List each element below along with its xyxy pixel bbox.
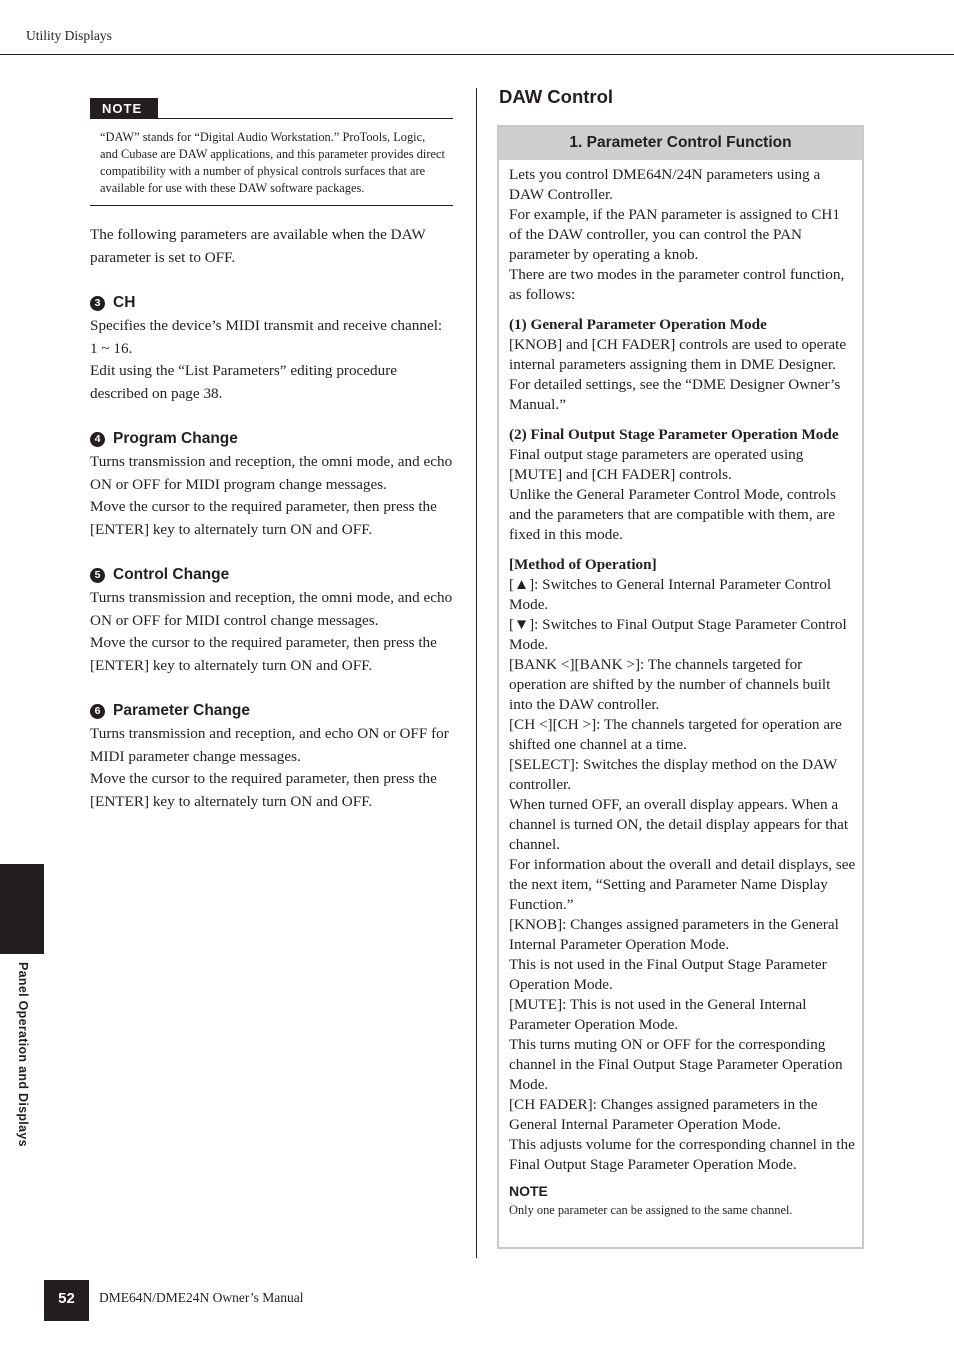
section-title: DAW Control: [499, 86, 614, 107]
param-line: Specifies the device’s MIDI transmit and receive channel: 1 ~ 16.: [90, 317, 443, 357]
body-line: This adjusts volume for the corresponding channel in the Final Output Stage Parameter Operation Mode.: [509, 1136, 855, 1173]
body-line: [MUTE]: This is not used in the General Internal Parameter Operation Mode.: [509, 996, 807, 1033]
body-line: There are two modes in the parameter control function, as follows:: [509, 266, 845, 303]
box-note-text: Only one parameter can be assigned to the same channel.: [509, 1203, 793, 1217]
body-line: For example, if the PAN parameter is assigned to CH1 of the DAW controller, you can control the PAN parameter by operating a knob.: [509, 206, 840, 263]
body-line: [CH <][CH >]: The channels targeted for operation are shifted one channel at a time.: [509, 716, 842, 753]
param-body: [90, 315, 453, 405]
mode-title: (2) Final Output Stage Parameter Operation Mode: [509, 426, 839, 443]
param-body: [90, 451, 453, 541]
body-line: [BANK <][BANK >]: The channels targeted for operation are shifted by the number of channels built into the DAW controller.: [509, 656, 831, 713]
param-line: Move the cursor to the required parameter, then press the [ENTER] key to alternately turn ON and OFF.: [90, 770, 437, 810]
intro-paragraph: The following parameters are available when the DAW parameter is set to OFF.: [90, 226, 426, 266]
body-line: [KNOB]: Changes assigned parameters in the General Internal Parameter Operation Mode.: [509, 916, 839, 953]
param-heading: [90, 565, 453, 585]
param-line: Turns transmission and reception, the omni mode, and echo ON or OFF for MIDI program change messages.: [90, 453, 453, 493]
number-circle-icon: 5: [90, 568, 105, 583]
param-parameter-change: [90, 701, 453, 813]
param-control-change: [90, 565, 453, 677]
param-title: Parameter Change: [113, 702, 250, 719]
note-text: “DAW” stands for “Digital Audio Workstation.” ProTools, Logic, and Cubase are DAW applications, and this parameter provides direct compatibility with a number of physical controls surfaces that are available for use with these DAW software packages.: [100, 130, 445, 195]
body-line: Final output stage parameters are operated using [MUTE] and [CH FADER] controls.: [509, 446, 804, 483]
body-line: For information about the overall and detail displays, see the next item, “Setting and Parameter Name Display Function.”: [509, 856, 856, 913]
note-box: [90, 98, 453, 206]
page-number: 52: [44, 1280, 89, 1321]
body-line: Unlike the General Parameter Control Mode, controls and the parameters that are compatible with them, are fixed in this mode.: [509, 486, 836, 543]
param-title: CH: [113, 294, 136, 311]
param-line: Edit using the “List Parameters” editing procedure described on page 38.: [90, 362, 398, 402]
body-line: [SELECT]: Switches the display method on the DAW controller.: [509, 756, 837, 793]
header-rule: [0, 54, 954, 55]
body-line: [▲]: Switches to General Internal Parameter Control Mode.: [509, 576, 832, 613]
param-body: [90, 723, 453, 813]
param-ch: [90, 293, 453, 405]
param-line: Turns transmission and reception, and echo ON or OFF for MIDI parameter change messages.: [90, 725, 449, 765]
parameter-control-box: [497, 125, 864, 1249]
footer-title: DME64N/DME24N Owner’s Manual: [99, 1290, 304, 1305]
body-line: When turned OFF, an overall display appears. When a channel is turned ON, the detail display appears for that channel.: [509, 796, 849, 853]
param-heading: [90, 701, 453, 721]
body-line: [KNOB] and [CH FADER] controls are used to operate internal parameters assigning them in DME Designer.: [509, 336, 847, 373]
box-title: 1. Parameter Control Function: [499, 127, 862, 160]
mode-title: (1) General Parameter Operation Mode: [509, 316, 767, 333]
box-body: [499, 160, 862, 1219]
param-program-change: [90, 429, 453, 541]
body-line: For detailed settings, see the “DME Designer Owner’s Manual.”: [509, 376, 841, 413]
note-top-rule: [158, 118, 453, 119]
number-circle-icon: 6: [90, 704, 105, 719]
body-line: [▼]: Switches to Final Output Stage Parameter Control Mode.: [509, 616, 847, 653]
body-line: [CH FADER]: Changes assigned parameters in the General Internal Parameter Operation Mode.: [509, 1096, 818, 1133]
param-title: Program Change: [113, 430, 238, 447]
method-title: [Method of Operation]: [509, 556, 657, 573]
param-heading: [90, 293, 453, 313]
param-title: Control Change: [113, 566, 230, 583]
running-header: Utility Displays: [26, 28, 112, 43]
body-line: This turns muting ON or OFF for the corresponding channel in the Final Output Stage Parameter Operation Mode.: [509, 1036, 843, 1093]
box-note-label: NOTE: [509, 1183, 548, 1199]
side-tab: [0, 864, 44, 954]
number-circle-icon: 4: [90, 432, 105, 447]
param-body: [90, 587, 453, 677]
note-bottom-rule: [90, 205, 453, 206]
param-line: Move the cursor to the required parameter, then press the [ENTER] key to alternately turn ON and OFF.: [90, 634, 437, 674]
param-heading: [90, 429, 453, 449]
body-line: Lets you control DME64N/24N parameters using a DAW Controller.: [509, 166, 821, 203]
body-line: This is not used in the Final Output Stage Parameter Operation Mode.: [509, 956, 827, 993]
left-column: [90, 98, 453, 813]
param-line: Move the cursor to the required parameter, then press the [ENTER] key to alternately turn ON and OFF.: [90, 498, 437, 538]
side-tab-label: Panel Operation and Displays: [16, 962, 30, 1147]
note-label: NOTE: [90, 98, 158, 119]
param-line: Turns transmission and reception, the omni mode, and echo ON or OFF for MIDI control change messages.: [90, 589, 453, 629]
column-divider: [476, 88, 477, 1258]
number-circle-icon: 3: [90, 296, 105, 311]
